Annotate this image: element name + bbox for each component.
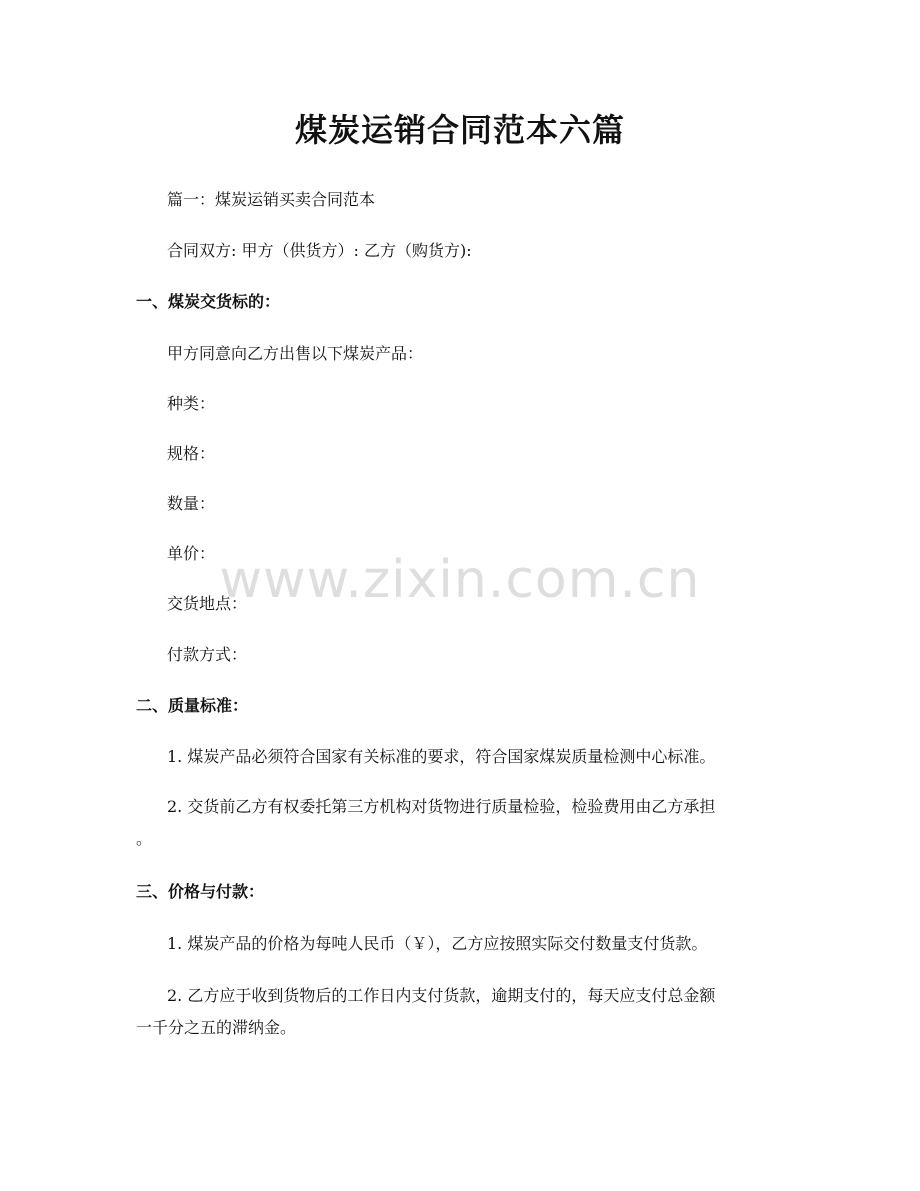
quality-item-2-line1: 2. 交货前乙方有权委托第三方机构对货物进行质量检验，检验费用由乙方承担 <box>167 797 716 816</box>
field-payment-method: 付款方式： <box>167 645 248 664</box>
quality-item-1: 1. 煤炭产品必须符合国家有关标准的要求，符合国家煤炭质量检测中心标准。 <box>167 747 716 766</box>
document-title: 煤炭运销合同范本六篇 <box>294 111 625 149</box>
field-quantity: 数量： <box>167 494 216 513</box>
field-spec: 规格： <box>167 444 216 463</box>
watermark-text: www.zixin.com.cn <box>219 550 701 610</box>
price-item-2 <box>136 984 784 1040</box>
section-heading-3: 三、价格与付款： <box>136 882 265 901</box>
field-type: 种类： <box>167 394 216 413</box>
contract-parties: 合同双方: 甲方（供货方）: 乙方（购货方): <box>167 241 472 260</box>
field-delivery-place: 交货地点： <box>167 594 248 613</box>
quality-item-2-line2: 。 <box>136 829 153 848</box>
section-heading-1: 一、煤炭交货标的： <box>136 292 281 311</box>
part-label: 篇一：煤炭运销买卖合同范本 <box>167 190 376 209</box>
section1-lead: 甲方同意向乙方出售以下煤炭产品： <box>167 344 424 363</box>
field-unit-price: 单价： <box>167 544 216 563</box>
price-item-2-line1: 2. 乙方应于收到货物后的工作日内支付货款，逾期支付的，每天应支付总金额 <box>167 986 716 1005</box>
price-item-1: 1. 煤炭产品的价格为每吨人民币（￥），乙方应按照实际交付数量支付货款。 <box>167 934 708 953</box>
price-item-2-line2: 一千分之五的滞纳金。 <box>136 1018 297 1037</box>
quality-item-2 <box>136 795 784 851</box>
section-heading-2: 二、质量标准： <box>136 696 249 715</box>
